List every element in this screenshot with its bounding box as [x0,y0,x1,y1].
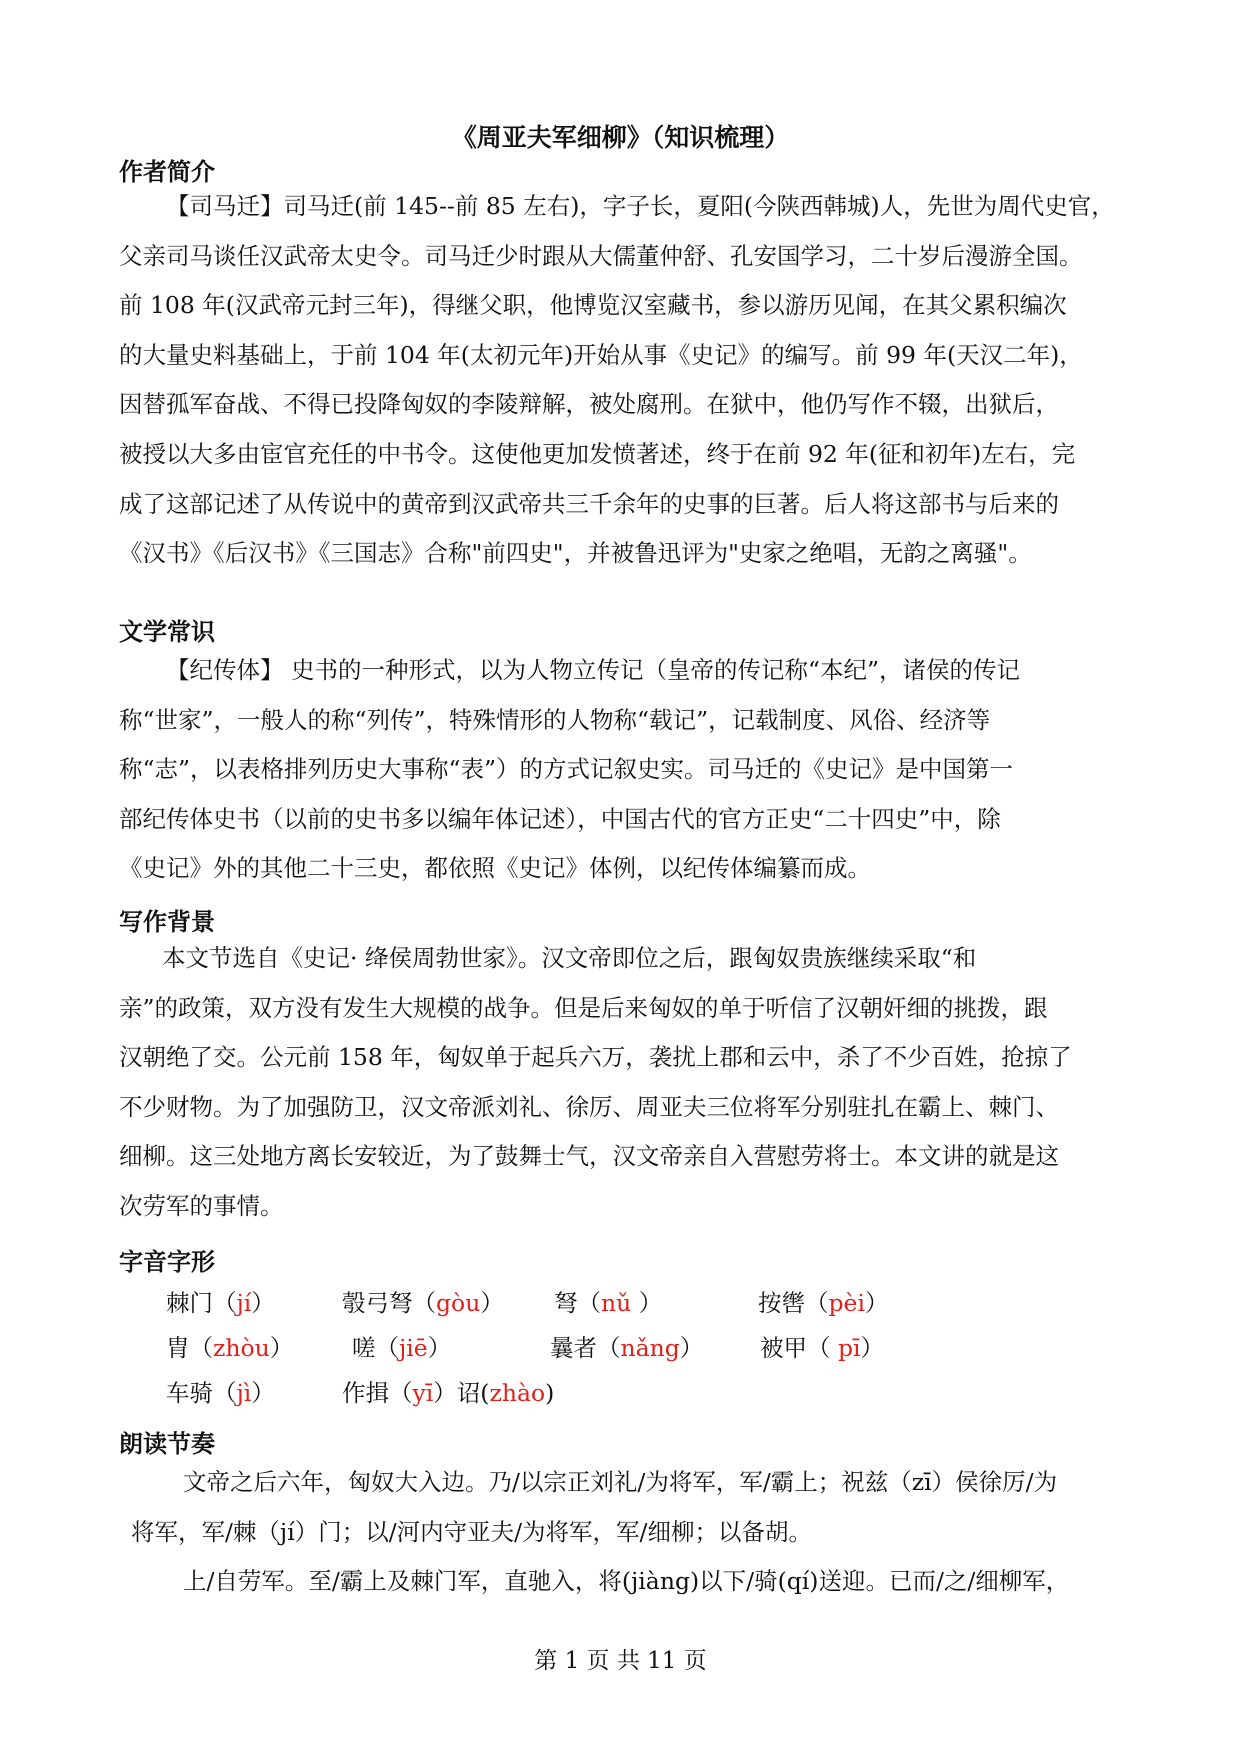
pinyin: gòu [436,1289,481,1317]
pinyin: jì [236,1379,252,1407]
text-line: 父亲司马谈任汉武帝太史令。司马迁少时跟从大儒董仲舒、孔安国学习，二十岁后漫游全国。 [119,241,1083,270]
text-line: 部纪传体史书（以前的史书多以编年体记述），中国古代的官方正史“二十四史”中，除 [119,804,1001,833]
text-line: 将军，军/棘（jí）门；以/河内守亚夫/为将军，军/细柳；以备胡。 [131,1517,812,1546]
section-heading-rhythm: 朗读节奏 [119,1430,215,1458]
pronunciation-item: 车骑（jì） [166,1379,275,1407]
text-line: 次劳军的事情。 [119,1191,284,1220]
rhythm-paragraph [119,1458,1129,1607]
pinyin: zhòu [213,1334,270,1362]
pinyin: zhào [489,1379,546,1407]
text-line: 因替孤军奋战、不得已投降匈奴的李陵辩解，被处腐刑。在狱中，他仍写作不辍，出狱后， [119,390,1059,419]
pinyin: yī [412,1379,434,1407]
text-line: 汉朝绝了交。公元前 158 年，匈奴单于起兵六万，袭扰上郡和云中，杀了不少百姓，抢掠了 [119,1043,1072,1072]
section-heading-literature: 文学常识 [119,618,215,646]
text-line: 称“志”，以表格排列历史大事称“表”）的方式记叙史实。司马迁的《史记》是中国第一 [119,755,1014,784]
literature-paragraph [119,646,1129,894]
pinyin: jí [236,1289,252,1317]
text-line: 不少财物。为了加强防卫，汉文帝派刘礼、徐厉、周亚夫三位将军分别驻扎在霸上、棘门、 [119,1092,1059,1121]
pronunciation-item: 按辔（pèi） [758,1289,889,1317]
pinyin: jiē [399,1334,428,1362]
text-line: 称“世家”，一般人的称“列传”，特殊情形的人物称“载记”，记载制度、风俗、经济等 [119,705,991,734]
pinyin: pī [837,1334,861,1362]
text-line: 《汉书》《后汉书》《三国志》合称"前四史"，并被鲁迅评为"史家之绝唱，无韵之离骚"。 [119,539,1032,568]
pronunciation-item: 嗟（jiē） [352,1334,452,1362]
text-line: 细柳。这三处地方离长安较近，为了鼓舞士气，汉文帝亲自入营慰劳将士。本文讲的就是这 [119,1142,1059,1171]
text-line: 《史记》外的其他二十三史，都依照《史记》体例，以纪传体编纂而成。 [119,854,871,883]
pronunciation-item: 彀弓弩（gòu） [342,1289,504,1317]
section-heading-author: 作者简介 [119,158,215,186]
text-line: 本文节选自《史记· 绛侯周勃世家》。汉文帝即位之后，跟匈奴贵族继续采取“和 [162,944,977,972]
pinyin: pèi [828,1289,865,1317]
text-line: 被授以大多由宦官充任的中书令。这使他更加发愤著述，终于在前 92 年(征和初年)左右，完 [119,439,1076,468]
text-line: 前 108 年(汉武帝元封三年)，得继父职，他博览汉室藏书，参以游历见闻，在其父累积编次 [119,291,1067,320]
text-line: 亲”的政策，双方没有发生大规模的战争。但是后来匈奴的单于听信了汉朝奸细的挑拨，跟 [119,993,1048,1022]
page-footer: 第 1 页 共 11 页 [534,1648,707,1674]
text-line: 【纪传体】 史书的一种形式，以为人物立传记（皇帝的传记称“本纪”，诸侯的传记 [166,656,1020,684]
pinyin: nǎng [620,1334,680,1362]
section-heading-background: 写作背景 [119,908,215,936]
page-title: 《周亚夫军细柳》（知识梳理） [451,123,790,152]
text-line: 的大量史料基础上，于前 104 年(太初元年)开始从事《史记》的编写。前 99 年(天汉二年)， [119,340,1083,369]
pronunciation-item: 曩者（nǎng） [550,1334,704,1362]
pronunciation-item: 弩（nǔ ） [554,1289,663,1317]
background-paragraph [119,934,1129,1232]
text-line: 成了这部记述了从传说中的黄帝到汉武帝共三千余年的史事的巨著。后人将这部书与后来的 [119,489,1059,518]
text-line: 文帝之后六年，匈奴大入边。乃/以宗正刘礼/为将军，军/霸上；祝兹（zī）侯徐厉/为 [183,1468,1058,1496]
pronunciation-item: 被甲（ pī） [760,1334,885,1362]
text-line: 【司马迁】司马迁(前 145--前 85 左右)，字子长，夏阳(今陕西韩城)人，先世为周代史官， [166,192,1115,220]
text-line: 上/自劳军。至/霸上及棘门军，直驰入，将(jiàng)以下/骑(qí)送迎。已而/之/细柳军， [183,1567,1070,1596]
section-heading-pronunciation: 字音字形 [119,1248,215,1276]
pinyin: nǔ [601,1289,632,1317]
author-paragraph [119,182,1129,579]
pronunciation-item: 胄（zhòu） [166,1334,294,1362]
pronunciation-item: 作揖（yī）诏(zhào) [342,1379,555,1407]
pronunciation-item: 棘门（jí） [166,1289,275,1317]
